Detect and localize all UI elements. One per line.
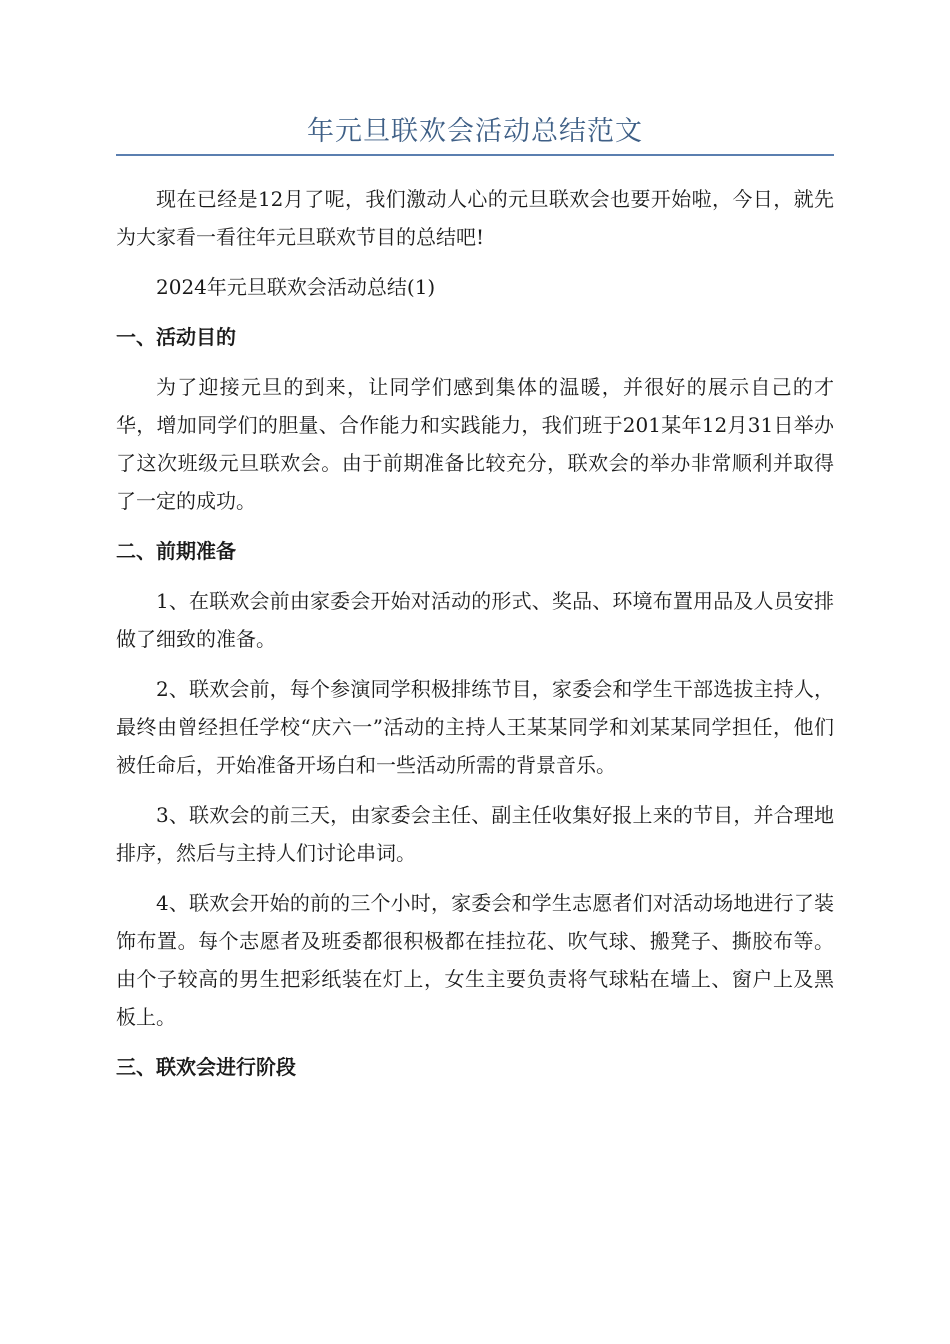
preparation-item-3: 3、联欢会的前三天，由家委会主任、副主任收集好报上来的节目，并合理地排序，然后与主持人们讨论串词。: [116, 803, 834, 865]
section-heading-progress: 三、联欢会进行阶段: [116, 1055, 296, 1079]
intro-paragraph: 现在已经是12月了呢，我们激动人心的元旦联欢会也要开始啦，今日，就先为大家看一看往年元旦联欢节目的总结吧!: [116, 187, 834, 249]
title-underline: [116, 154, 834, 156]
document-title: 年元旦联欢会活动总结范文: [307, 116, 643, 147]
preparation-item-1: 1、在联欢会前由家委会开始对活动的形式、奖品、环境布置用品及人员安排做了细致的准备。: [116, 589, 834, 651]
document-page: [116, 112, 834, 1098]
section-heading-preparation: 二、前期准备: [116, 539, 236, 563]
preparation-item-4: 4、联欢会开始的前的三个小时，家委会和学生志愿者们对活动场地进行了装饰布置。每个志愿者及班委都很积极都在挂拉花、吹气球、搬凳子、撕胶布等。由个子较高的男生把彩纸装在灯上，女生主要负责将气球粘在墙上、窗户上及黑板上。: [116, 891, 834, 1029]
section-heading-purpose: 一、活动目的: [116, 325, 236, 349]
purpose-paragraph: 为了迎接元旦的到来，让同学们感到集体的温暖，并很好的展示自己的才华，增加同学们的胆量、合作能力和实践能力，我们班于201某年12月31日举办了这次班级元旦联欢会。由于前期准备比较充分，联欢会的举办非常顺利并取得了一定的成功。: [116, 375, 834, 513]
preparation-item-2: 2、联欢会前，每个参演同学积极排练节目，家委会和学生干部选拔主持人，最终由曾经担任学校“庆六一”活动的主持人王某某同学和刘某某同学担任，他们被任命后，开始准备开场白和一些活动所需的背景音乐。: [116, 677, 834, 777]
subtitle-paragraph: 2024年元旦联欢会活动总结(1): [156, 275, 436, 299]
